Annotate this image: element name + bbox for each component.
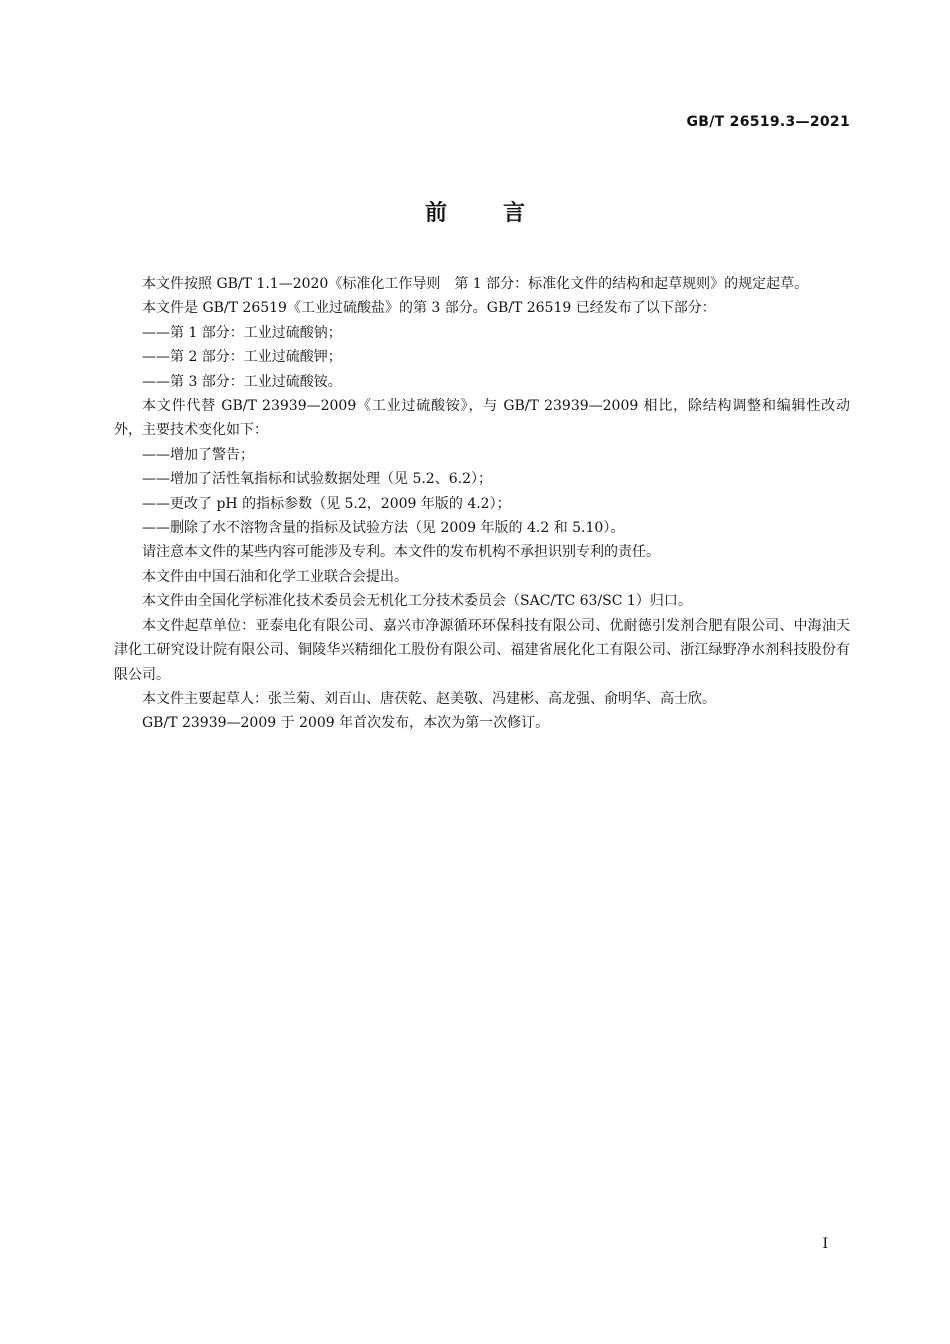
paragraph-proposer: 本文件由中国石油和化学工业联合会提出。 [142, 568, 408, 585]
paragraph-drafters: 本文件主要起草人：张兰菊、刘百山、唐茯乾、赵美敬、冯建彬、高龙强、俞明华、高士欣。 [142, 690, 716, 707]
paragraph-series-intro: 本文件是 GB/T 26519《工业过硫酸盐》的第 3 部分。GB/T 26519 已经发布了以下部分： [142, 300, 716, 317]
paragraph-drafting-rules: 本文件按照 GB/T 1.1—2020《标准化工作导则 第 1 部分：标准化文件的结构和起草规则》的规定起草。 [142, 276, 809, 292]
list-item-part-1: ——第 1 部分：工业过硫酸钠； [142, 324, 342, 341]
paragraph-drafting-units: 本文件起草单位：亚泰电化有限公司、嘉兴市净源循环环保科技有限公司、优耐德引发剂合肥有限公司、中海油天津化工研究设计院有限公司、铜陵华兴精细化工股份有限公司、福建省展化化工有限公司、浙江绿野净水剂科技股份有限公司。 [114, 617, 850, 683]
paragraph-history: GB/T 23939—2009 于 2009 年首次发布，本次为第一次修订。 [142, 715, 550, 732]
list-item-part-3: ——第 3 部分：工业过硫酸铵。 [142, 373, 342, 390]
list-item-change-warning: ——增加了警告； [142, 446, 254, 463]
paragraph-patent-notice: 请注意本文件的某些内容可能涉及专利。本文件的发布机构不承担识别专利的责任。 [142, 544, 660, 561]
document-code: GB/T 26519.3—2021 [686, 114, 850, 130]
list-item-change-active-oxygen: ——增加了活性氧指标和试验数据处理（见 5.2、6.2）； [142, 471, 492, 488]
foreword-body [114, 272, 850, 736]
list-item-part-2: ——第 2 部分：工业过硫酸钾； [142, 349, 342, 366]
page-title: 前言 [424, 201, 581, 226]
page-number: I [822, 1236, 828, 1252]
list-item-change-insoluble: ——删除了水不溶物含量的指标及试验方法（见 2009 年版的 4.2 和 5.10）。 [142, 520, 625, 537]
list-item-change-ph: ——更改了 pH 的指标参数（见 5.2，2009 年版的 4.2）； [142, 495, 511, 512]
paragraph-committee: 本文件由全国化学标准化技术委员会无机化工分技术委员会（SAC/TC 63/SC 1）归口。 [142, 593, 692, 610]
paragraph-replacement: 本文件代替 GB/T 23939—2009《工业过硫酸铵》，与 GB/T 23939—2009 相比，除结构调整和编辑性改动外，主要技术变化如下： [114, 398, 850, 439]
